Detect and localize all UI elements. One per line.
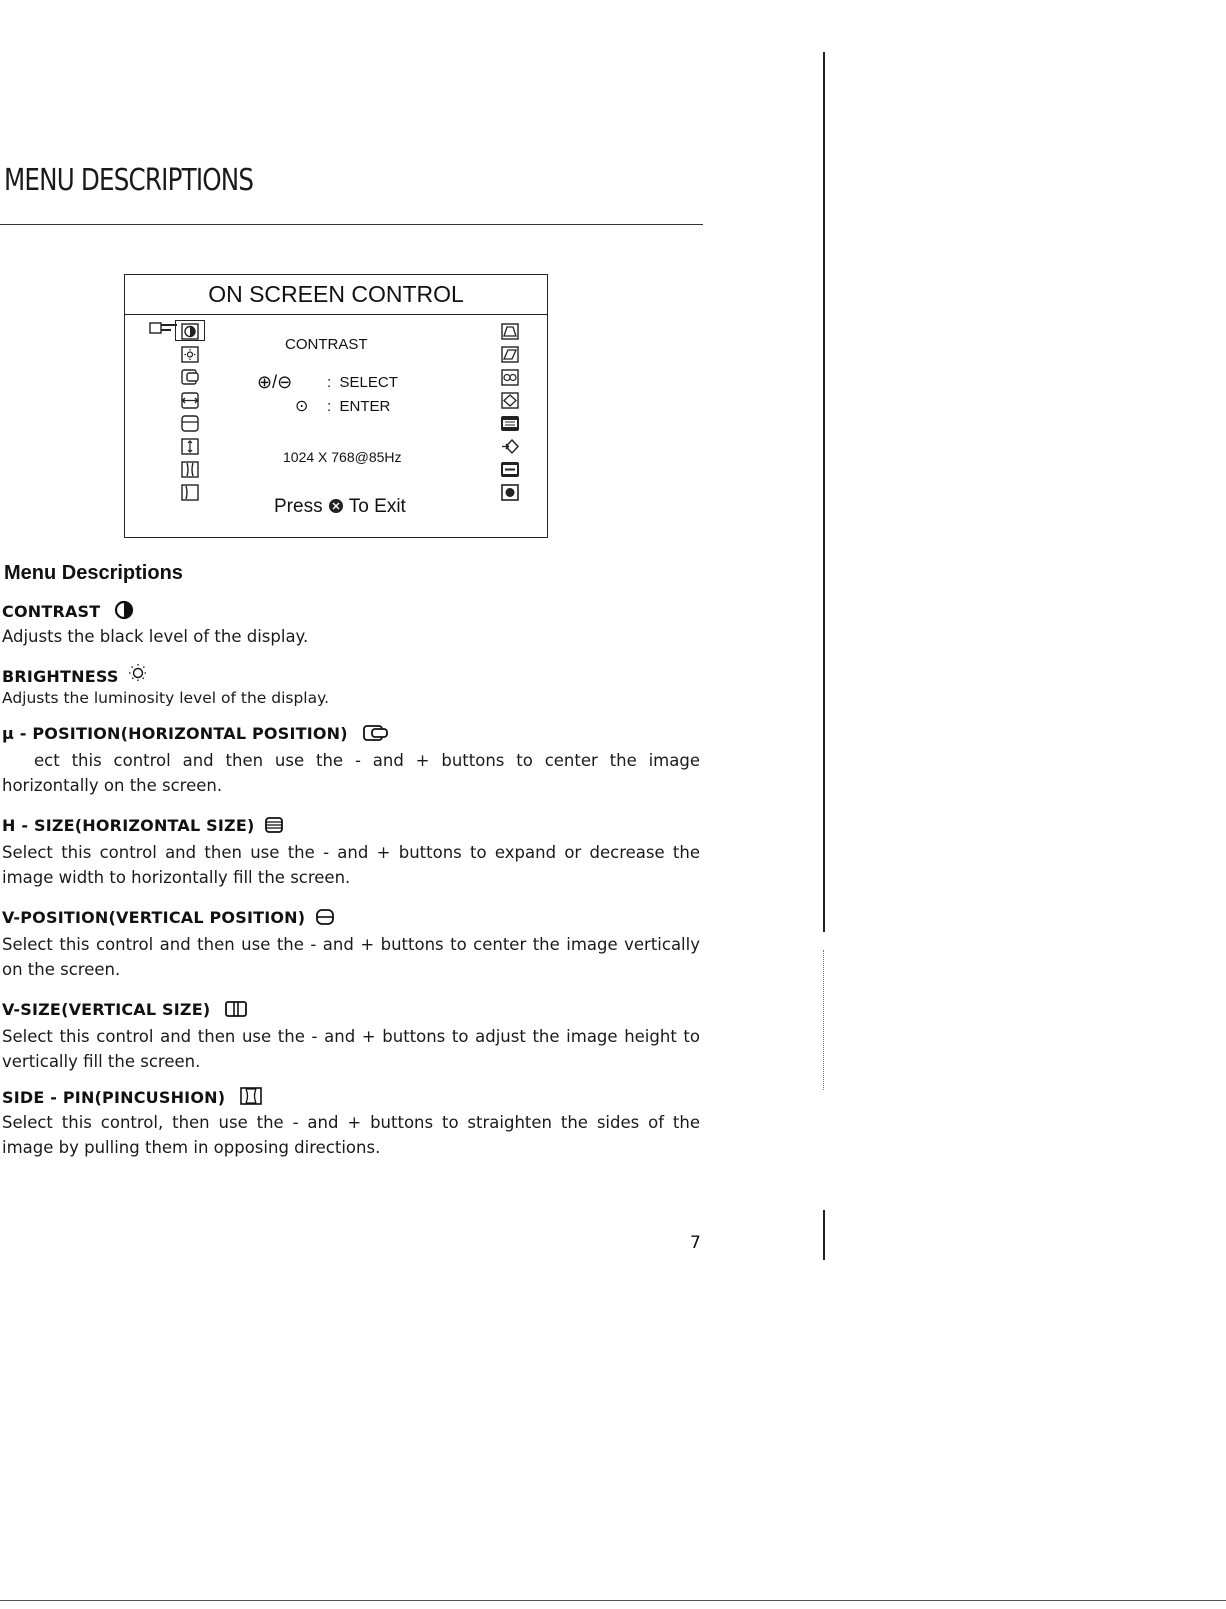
item-body-h-position: ect this control and then use the - and + buttons to center the image horizontally on the screen.: [2, 751, 700, 795]
item-body-v-size: Select this control and then use the - and + buttons to adjust the image height to vertically fill the screen.: [2, 1027, 700, 1071]
item-heading-text: BRIGHTNESS: [2, 667, 119, 686]
exit-icon: [500, 484, 520, 501]
item-body-side-pin: Select this control, then use the - and + buttons to straighten the sides of the image by pulling them in opposing directions.: [2, 1113, 700, 1157]
rotation-icon: [500, 392, 520, 409]
osd-enter-label: : ENTER: [327, 398, 391, 415]
item-heading-text: V-SIZE(VERTICAL SIZE): [2, 1000, 211, 1019]
section-title: Menu Descriptions: [4, 562, 183, 584]
recall-icon: [500, 438, 520, 455]
header-divider: [0, 224, 703, 225]
h-size-icon: [180, 392, 200, 409]
item-heading-side-pin: [2, 1086, 263, 1107]
item-heading-text: SIDE - PIN(PINCUSHION): [2, 1088, 226, 1107]
page-number: 7: [690, 1233, 701, 1253]
margin-rule: [823, 52, 825, 932]
v-position-icon: [180, 415, 200, 432]
osd-icon: [500, 461, 520, 478]
osd-resolution: 1024 X 768@85Hz: [283, 449, 402, 465]
side-pin-icon: [180, 461, 200, 478]
item-heading-v-position: [2, 908, 335, 927]
margin-rule-dotted: [823, 950, 824, 1090]
osd-select-label: : SELECT: [327, 374, 398, 391]
item-heading-text: V-POSITION(VERTICAL POSITION): [2, 908, 306, 927]
item-heading-text: CONTRAST: [2, 602, 101, 621]
osd-exit-prefix: Press: [274, 496, 323, 517]
rgb-icon: [500, 415, 520, 432]
osd-menu-diagram: [124, 274, 548, 538]
v-size-icon: [180, 438, 200, 455]
page-bottom-edge: [0, 1600, 1226, 1601]
contrast-icon: [114, 600, 134, 620]
h-position-icon: [180, 369, 200, 386]
margin-rule-lower: [823, 1210, 825, 1260]
h-position-icon: [362, 724, 390, 742]
h-size-icon: [264, 816, 284, 834]
v-position-icon: [315, 908, 335, 926]
pin-balance-icon: [180, 484, 200, 501]
item-heading-contrast: [2, 600, 134, 621]
moire-icon: [500, 369, 520, 386]
brightness-icon: [126, 661, 150, 685]
parallelogram-icon: [500, 346, 520, 363]
osd-select-keys: ⊕/⊖: [257, 372, 293, 392]
osd-title: ON SCREEN CONTROL: [125, 275, 547, 315]
item-heading-text: H - SIZE(HORIZONTAL SIZE): [2, 816, 255, 835]
brightness-icon: [180, 346, 200, 363]
item-heading-text: μ - POSITION(HORIZONTAL POSITION): [2, 724, 348, 743]
exit-button-icon: [328, 498, 344, 514]
item-heading-v-size: [2, 1000, 248, 1019]
side-pin-icon: [239, 1086, 263, 1106]
item-body-brightness: Adjusts the luminosity level of the display.: [2, 689, 329, 707]
osd-exit-suffix: To Exit: [348, 496, 406, 517]
osd-enter-key: ⊙: [295, 398, 309, 415]
osd-selected-item: CONTRAST: [285, 336, 368, 353]
v-size-icon: [224, 1000, 248, 1018]
item-heading-brightness: [2, 661, 150, 686]
item-body-h-size: Select this control and then use the - and + buttons to expand or decrease the image width to horizontally fill the screen.: [2, 843, 700, 887]
item-heading-h-position: [2, 724, 390, 743]
item-body-v-position: Select this control and then use the - and + buttons to center the image vertically on the screen.: [2, 935, 700, 979]
osd-exit-hint: [274, 496, 406, 518]
contrast-icon: [180, 323, 200, 340]
item-heading-h-size: [2, 816, 284, 835]
page-title: MENU DESCRIPTIONS: [4, 163, 254, 198]
trapezoid-icon: [500, 323, 520, 340]
item-body-contrast: Adjusts the black level of the display.: [2, 627, 309, 646]
